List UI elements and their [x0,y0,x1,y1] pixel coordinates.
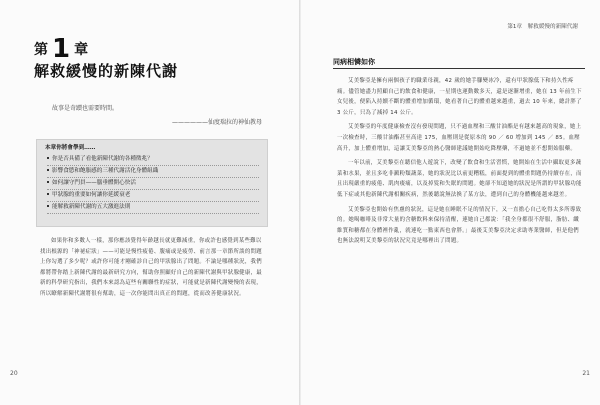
chapter-overview-box [36,139,268,227]
body-paragraph: 如果你和多數人一樣，那你應該覺得年齡越長就更難減重，你或許也感覺到某些難以找出根源的「神祕症狀」——可能是慢性疲倦、腹痛或是疲勞、前言那一章節所談的問題上你勾選了多少呢？或許你可能才剛確診自己的甲狀腺出了問題。不論是哪種狀況，我們都將帶你踏上新陳代謝的最新研究方向，幫助你照顧好自己的新陳代謝與甲狀腺健康，最新的科學研究指出，我們本來認為這些有關聯性的症狀，可能就是新陳代謝變慢的表現，所以瞭解新陳代謝將很有幫助，這一次你能問出真正的問題，從而改善健康狀況。 [40,238,262,297]
overview-item: 能解救新陳代謝的五大激進法則 [47,202,259,214]
bullet-icon [47,205,49,207]
page-number: 21 [582,370,590,377]
chapter-suffix: 章 [74,42,90,58]
right-page [301,0,600,405]
section-title: 同病相憐如你 [333,58,375,66]
overview-item: 甲狀腺的重要如何讓你延緩衰老 [47,190,259,202]
chapter-title [34,34,179,81]
body-paragraph: 艾美黎亞的年度健康檢查沒有發現問題，只不過血壓和三酸甘油酯是有越來越高的現象，她上一次檢查時，三酸甘油酯甚至高達 175，血壓則是從原本的 90 ／ 60 增加到 145 ／ 85。血壓高升，加上體重增加，這讓艾美黎亞的熱心醫師建議她開始吃降壓藥，不過她並不想開始服藥。 [337,124,582,152]
bullet-icon [47,157,49,159]
epigraph [52,104,262,127]
chapter-number: 1 [52,34,72,64]
left-body-text [40,236,265,300]
page-number: 20 [10,370,18,377]
bullet-icon [47,181,49,183]
overview-item: 你是否具備了看他新陳代謝的各種徵兆？ [47,154,259,166]
overview-heading: 本章你將會學到…… [45,145,96,151]
epigraph-text: 故事是奇蹟也需要時間。 [52,105,119,112]
chapter-prefix: 第 [34,42,49,58]
section-divider [333,68,585,69]
overview-item: 影響食慾和飽脹感的三種代謝活化身體組織 [47,166,259,178]
body-paragraph: 艾美黎亞也開始有焦慮的狀況，這是她在睡眠不足的情況下，又一直擔心自己吃得太多所導致的。她喝咖啡及非常大量的含糖飲料來保持清醒，連她自己都說：「我全身都很不舒服，脂肪、纖維質和糖都在身體裡作亂，就連吃一點東西也會胖。」最後艾美黎亞決定求助專業醫師，但是他們也無法說明艾美黎亞的狀況究竟是哪裡出了問題。 [337,206,582,245]
running-head: 第1章 解救緩慢的新陳代謝 [507,24,578,30]
bullet-icon [47,169,49,171]
overview-item: 如何讓守門員——腦垂體開心快活 [47,178,259,190]
chapter-label [34,34,178,64]
left-page [0,0,299,405]
chapter-name: 解救緩慢的新陳代謝 [34,62,179,80]
body-paragraph: 艾美黎亞是擁有兩個孩子的職業母親，42 歲的她手腳變冰冷，還有甲狀腺低下和持久性疼痛。儘管她盡力照顧自己的飲食和健康，一星期也運動數多天，還是逐漸增重，她在 13 年前生下女兒後，便陷入持續不斷的體重增加循環，她看著自己的體重越來越重，過去 10 年來，總計胖了 3 公斤，只為了減掉 14 公斤。 [337,78,582,116]
epigraph-attribution: ——————仙度瑞拉的神仙教母 [171,119,262,126]
right-body-text [337,76,583,247]
bullet-icon [47,193,49,195]
body-paragraph: 一年以前，艾美黎亞在聽信他人遊說下，改變了飲食和生活習慣，她開始在生活中攝取更多蔬菜和水果，並且多吃非澱粉類蔬菜，她的狀況比以前更糟糕，前面提到的體重問題仍持續存在，而且出現嚴重的疲倦、肌肉痠痛，以及掉髮和失眠的問題。她卻不知道她的狀況是所謂的甲狀腺功能低下症或其他新陳代謝相關疾病，然後聽說無法換了某方法，遭到自己的身體機能越來越差。 [337,160,582,198]
